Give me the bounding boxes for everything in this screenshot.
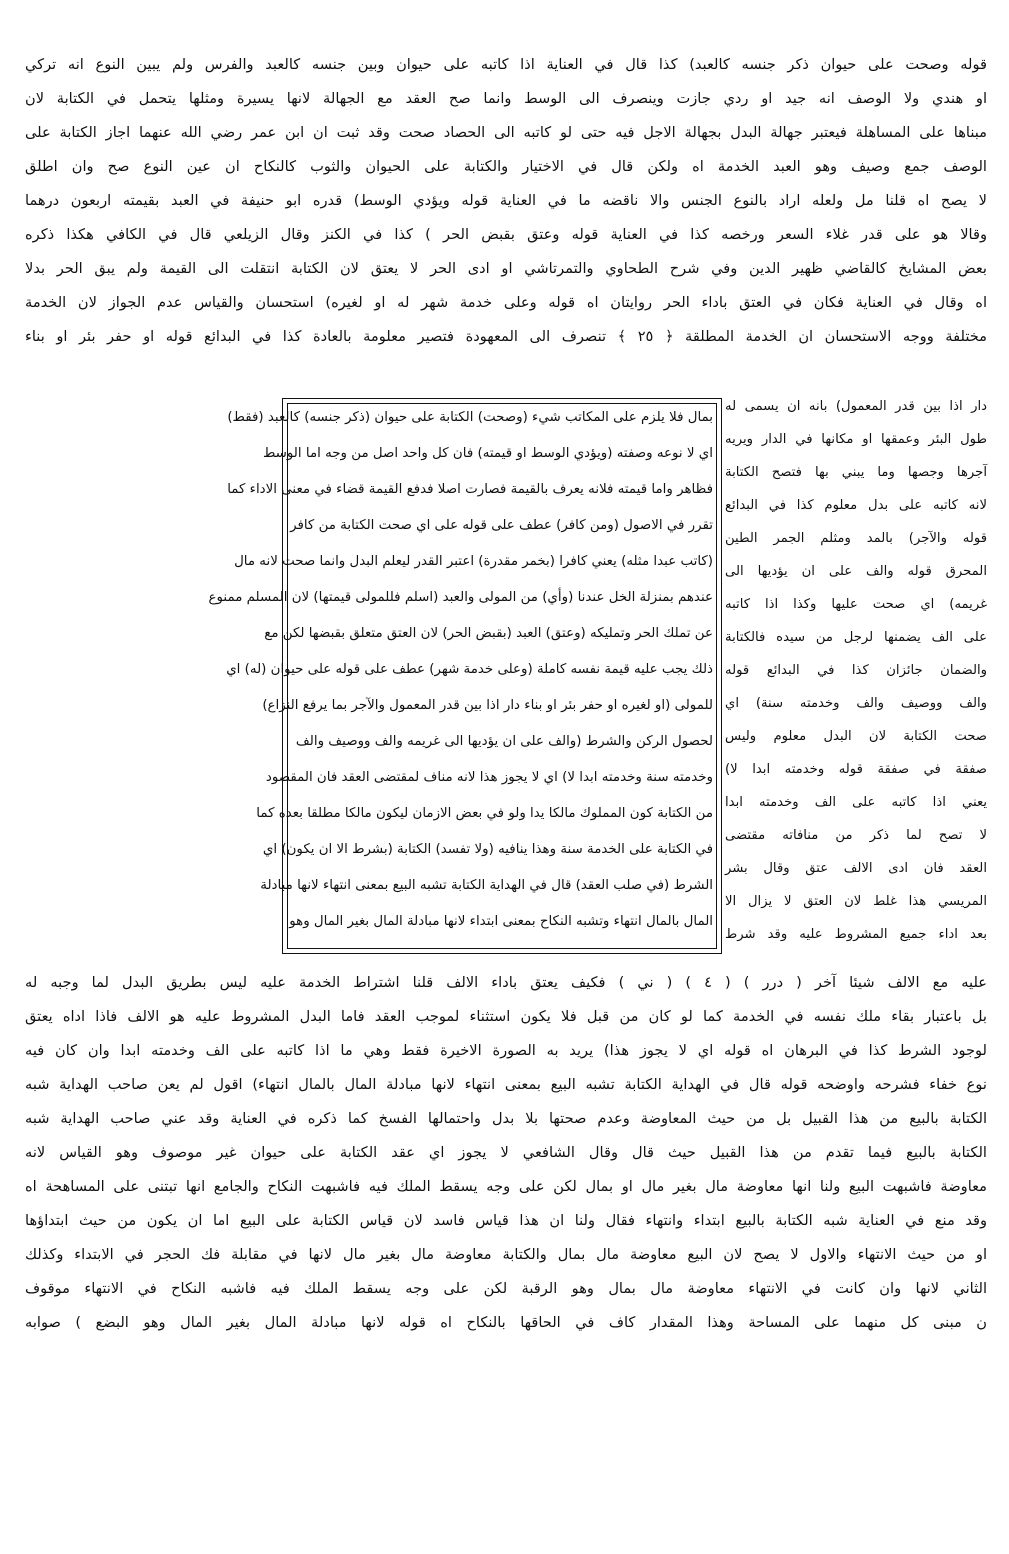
text-line: الوصف جمع وصيف وهو العبد الخدمة اه ولكن قال في الاختيار والكتابة على الحيوان والثوب كالنكاح ان عين النوع صح وان اطلق (25, 158, 987, 175)
text-line: الكتابة بالبيع من هذا القبيل بل من حيث المعاوضة وعدم صحتها بلا بدل واحتمالها الفسخ كما ذكره في العناية وقد عني صاحب الهداية شبه (25, 1110, 987, 1127)
side-text-line: والضمان جائزان كذا في البدائع قوله (725, 663, 987, 678)
text-line: بل باعتبار بقاء ملك نفسه في الخدمة كما لو كان من قبل فلا يكون استثناء لموجب العقد فاما البدل المشروط عليه هو الالف فاذا اداه يعتق (25, 1008, 987, 1025)
side-text-line: طول البئر وعمقها او مكانها في الدار ويريه (725, 432, 987, 447)
text-line: نوع خفاء فشرحه واوضحه قوله قال في الهداية الكتابة تشبه البيع بمعنى انتهاء لانها مبادلة المال بالمال انتهاء) اقول لم يعن صاحب الهداية شبه (25, 1076, 987, 1093)
text-line: او هندي ولا الوصف انه جيد او ردي جازت وينصرف الى الوسط وانما صح العقد مع الجهالة لانها يسيرة ومثلها يتحمل في الكتابة لان (25, 90, 987, 107)
commentary-line: بمال فلا يلزم على المكاتب شيء (وصحت) الكتابة على حيوان (ذكر جنسه) كالعبد (فقط) (227, 410, 713, 425)
commentary-line: لحصول الركن والشرط (والف على ان يؤديها الى غريمه والف ووصيف والف (295, 734, 713, 749)
side-text-line: العقد فان ادى الالف عتق وقال بشر (725, 861, 987, 876)
text-line: لا يصح اه قلنا مل ولعله اراد بالنوع الجنس والا ناقضه ما في العناية قوله ويؤدي الوسط) قدره ابو حنيفة في العبد بقيمته اربعون درهما (25, 192, 987, 209)
commentary-line: فظاهر واما قيمته فلانه يعرف بالقيمة فصارت اصلا فدفع القيمة قضاء في معنى الاداء كما (227, 482, 713, 497)
side-text-line: لا تصح لما ذكر من منافاته مقتضى (725, 828, 987, 843)
side-text-line: المريسي هذا غلط لان العتق لا يزال الا (725, 894, 987, 909)
text-line: معاوضة فاشبهت البيع ولنا انها معاوضة مال بغير مال او بمال لكن على وجه يسقط الملك فيه فاشبهت النكاح والجامع انها تبتنى على المساهحة اه (25, 1178, 987, 1195)
text-line: مختلفة ووجه الاستحسان ان الخدمة المطلقة ﴿ ٢٥ ﴾ تنصرف الى المعهودة فتصير معلومة بالعادة كذا في البدائع قوله او حفر بئر او بناء (25, 328, 987, 345)
side-text-line: غريمه) اي صحت عليها وكذا اذا كاتبه (725, 597, 987, 612)
text-line: مبناها على المساهلة فيعتبر جهالة البدل بجهالة الاجل فيه حتى لو كاتبه الى الحصاد صحت وقد ثبت ان ابن عمر رضي الله عنهما اجاز الكتابة على (25, 124, 987, 141)
text-line: بعض المشايخ كالقاضي ظهير الدين وفي شرح الطحاوي والتمرتاشي او ادى الحر لا يعتق لان الكتابة انتقلت الى القيمة ولم يبق الحر بدلا (25, 260, 987, 277)
side-text-line: قوله والآجر) بالمد ومثلم الجمر الطين (725, 531, 987, 546)
text-line: الكتابة بالبيع فيما تقدم من هذا القبيل حيث قال وقال الشافعي لا يجوز اي عقد الكتابة على حيوان غير موصوف وهو القياس لانه (25, 1144, 987, 1161)
text-line: ن مبنى كل منهما على المساحة وهذا المقدار كاف في الحاقها بالنكاح اه قوله لانها مبادلة المال بغير المال وهو البضع ) صوابه (25, 1314, 987, 1331)
commentary-box (208, 398, 722, 954)
commentary-line: في الكتابة على الخدمة سنة وهذا ينافيه (ولا تفسد) الكتابة (بشرط الا ان يكون) اي (262, 842, 713, 857)
side-text-line: على الف يضمنها لرجل من سيده فالكتابة (725, 630, 987, 645)
text-line: عليه مع الالف شيئا آخر ( درر ) ( ٤ ) ( ني ) فكيف يعتق باداء الالف قلنا اشتراط الخدمة عليه ليس بطريق البدل لما وجبه له (25, 974, 987, 991)
text-line: الثاني لانها وان كانت في الانتهاء معاوضة مال بمال وهو الرقبة لكن على وجه يسقط الملك فيه فاشبه النكاح في الانتهاء موقوف (25, 1280, 987, 1297)
side-text-line: صفقة في صفقة قوله وخدمته ابدا لا) (725, 762, 987, 777)
text-line: قوله وصحت على حيوان ذكر جنسه كالعبد) كذا قال في العناية اذا كاتبه على حيوان وبين جنسه كالعبد والفرس ولم يبين النوع انه تركي (25, 56, 987, 73)
side-text-line: لانه كاتبه على بدل معلوم كذا في البدائع (725, 498, 987, 513)
text-line: او من حيث الانتهاء والاول لا يصح لان البيع معاوضة مال بمال والكتابة معاوضة مال بغير مال لانها في مقابلة فك الحجر في الابتداء وكذلك (25, 1246, 987, 1263)
text-line: اه وقال في العناية فكان في العتق باداء الحر روايتان اه قوله وعلى خدمة شهر له او لغيره) استحسان والقياس عدم الجواز لان الخدمة (25, 294, 987, 311)
side-text-line: يعني اذا كاتبه على الف وخدمته ابدا (725, 795, 987, 810)
commentary-line: للمولى (او لغيره او حفر بئر او بناء دار اذا بين قدر المعمول والآجر بما يرفع النزاع) (262, 698, 713, 713)
commentary-line: ذلك يجب عليه قيمة نفسه كاملة (وعلى خدمة شهر) عطف على قوله على حيوان (له) اي (226, 662, 713, 677)
side-text-line: آجرها وجصها وما يبني بها فتصح الكتابة (725, 465, 987, 480)
commentary-line: تقرر في الاصول (ومن كافر) عطف على قوله على اي صحت الكتابة من كافر (290, 518, 713, 533)
side-text-line: دار اذا بين قدر المعمول) بانه ان يسمى له (725, 399, 987, 414)
commentary-line: عن تملك الحر وتمليكه (وعتق) العبد (بقبض الحر) لان العتق متعلق بقبضها لكن مع (264, 626, 713, 641)
commentary-line: المال بالمال انتهاء وتشبه النكاح بمعنى ابتداء لانها مبادلة المال بغير المال وهو (289, 914, 713, 929)
commentary-line: عندهم بمنزلة الخل عندنا (وأي) من المولى والعبد (اسلم فللمولى قيمتها) لان المسلم ممنوع (208, 590, 713, 605)
side-text-line: صحت الكتابة لان البدل معلوم وليس (725, 729, 987, 744)
commentary-line: اي لا نوعه وصفته (ويؤدي الوسط او قيمته) فان كل واحد اصل من وجه اما الوسط (262, 446, 713, 461)
text-line: وقد منع في العناية شبه الكتابة بالبيع ابتداء وانتهاء فقال ولنا ان هذا قياس فاسد لان قياس الكتابة على البيع اما ان يكون من حيث ابتداؤها (25, 1212, 987, 1229)
text-line: لوجود الشرط كذا في البرهان اه قوله اي لا يجوز هذا) يريد به الصورة الاخيرة فقط وهي ما اذا كاتبه على الف وخدمته ابدا وان كان فيه (25, 1042, 987, 1059)
side-text-line: المحرق قوله والف على ان يؤديها الى (725, 564, 987, 579)
side-text-line: بعد اداء جميع المشروط عليه وقد شرط (725, 927, 987, 942)
commentary-line: (كاتب عبدا مثله) يعني كافرا (بخمر مقدرة) اعتبر القدر ليعلم البدل وانما صحت لانه مال (234, 554, 713, 569)
text-line: وقالا هو على قدر غلاء السعر ورخصه كذا في العناية قوله وعتق بقبض الحر ) كذا في الكنز وقال الزيلعي قال في الكافي هكذا ذكره (25, 226, 987, 243)
commentary-line: الشرط (في صلب العقد) قال في الهداية الكتابة تشبه البيع بمعنى انتهاء لانها مبادلة (260, 878, 713, 893)
side-text-line: والف ووصيف والف وخدمته سنة) اي (725, 696, 987, 711)
commentary-line: من الكتابة كون المملوك مالكا يدا ولو في بعض الازمان ليكون مالكا مطلقا بعده كما (256, 806, 713, 821)
commentary-line: وخدمته سنة وخدمته ابدا لا) اي لا يجوز هذا لانه مناف لمقتضى العقد فان المقصود (265, 770, 713, 785)
